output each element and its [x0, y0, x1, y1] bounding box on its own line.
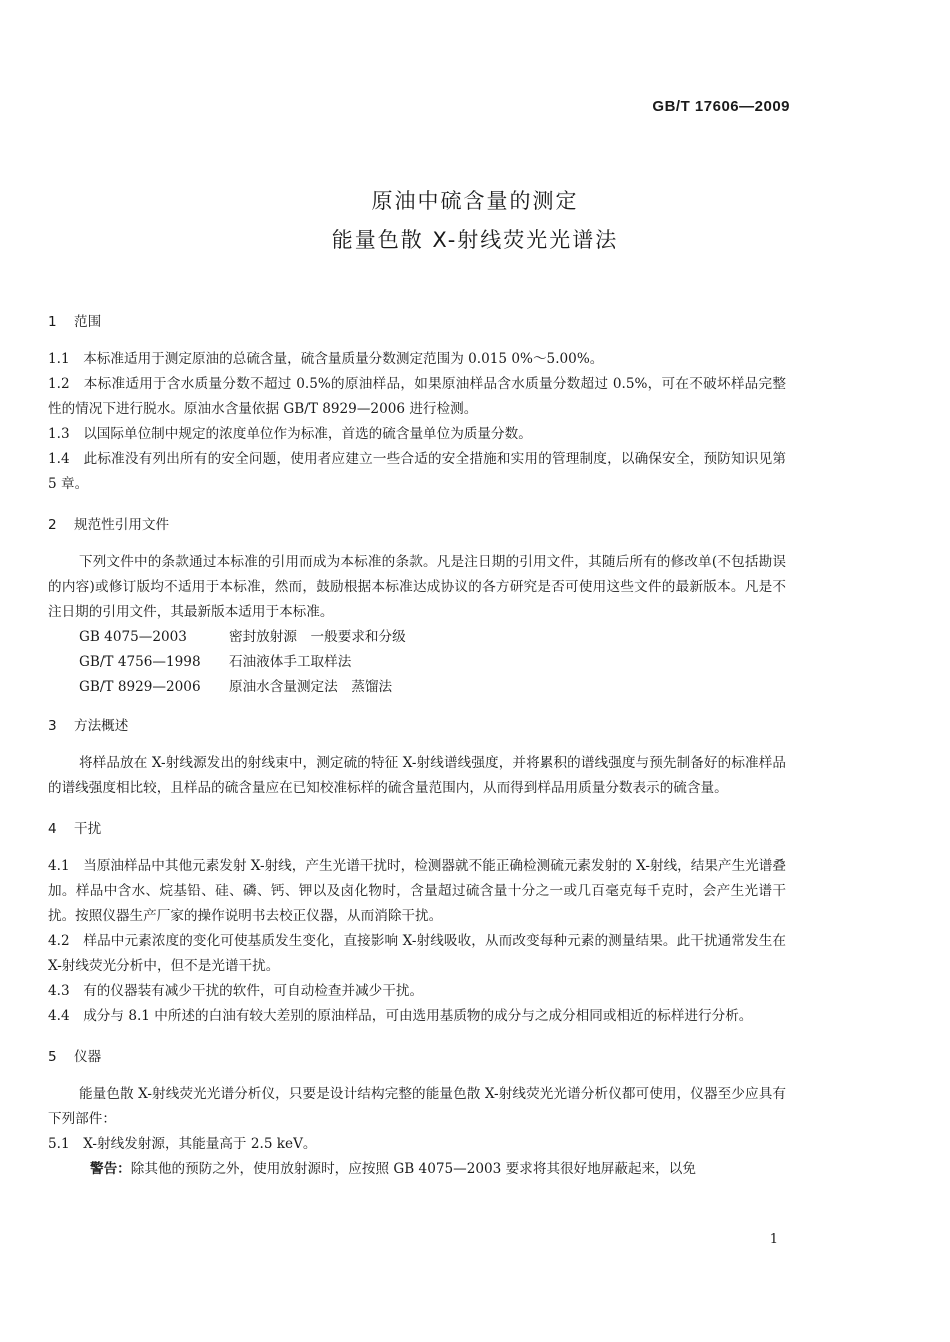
section-4-heading	[48, 817, 786, 842]
clause-1-2: 1.2 本标准适用于含水质量分数不超过 0.5%的原油样品，如果原油样品含水质量分数超过 0.5%，可在不破坏样品完整性的情况下进行脱水。原油水含量依据 GB/T 8929—2006 进行检测。	[48, 376, 786, 417]
standard-number: GB/T 17606—2009	[652, 98, 790, 115]
reference-title: 石油液体手工取样法	[229, 654, 352, 670]
clause-4-2: 4.2 样品中元素浓度的变化可使基质发生变化，直接影响 X-射线吸收，从而改变每种元素的测量结果。此干扰通常发生在 X-射线荧光分析中，但不是光谱干扰。	[48, 933, 786, 974]
section-2-heading	[48, 513, 786, 538]
references-intro: 下列文件中的条款通过本标准的引用而成为本标准的条款。凡是注日期的引用文件，其随后所有的修改单(不包括勘误的内容)或修订版均不适用于本标准，然而，鼓励根据本标准达成协议的各方研究是否可使用这些文件的最新版本。凡是不注日期的引用文件，其最新版本适用于本标准。	[48, 554, 786, 620]
reference-code: GB/T 8929—2006	[79, 679, 201, 695]
document-title-line1: 原油中硫含量的测定	[371, 189, 579, 213]
section-number: 3	[48, 718, 57, 734]
section-number: 1	[48, 314, 57, 330]
document-body	[48, 300, 786, 1182]
section-number: 5	[48, 1049, 57, 1065]
section-title: 仪器	[74, 1049, 102, 1065]
method-summary: 将样品放在 X-射线源发出的射线束中，测定硫的特征 X-射线谱线强度，并将累积的谱线强度与预先制备好的标准样品的谱线强度相比较，且样品的硫含量应在已知校准标样的硫含量范围内，从而得到样品用质量分数表示的硫含量。	[48, 755, 786, 796]
section-5-heading	[48, 1045, 786, 1070]
clause-1-4: 1.4 此标准没有列出所有的安全问题，使用者应建立一些合适的安全措施和实用的管理制度，以确保安全，预防知识见第 5 章。	[48, 451, 786, 492]
clause-5-1: 5.1 X-射线发射源，其能量高于 2.5 keV。	[48, 1136, 317, 1152]
clause-4-1: 4.1 当原油样品中其他元素发射 X-射线，产生光谱干扰时，检测器就不能正确检测硫元素发射的 X-射线，结果产生光谱叠加。样品中含水、烷基铅、硅、磷、钙、钾以及卤化物时，含量超过硫含量十分之一或几百毫克每千克时，会产生光谱干扰。按照仪器生产厂家的操作说明书去校正仪器，从而消除干扰。	[48, 858, 786, 924]
warning-label: 警告：	[90, 1161, 131, 1177]
reference-code: GB 4075—2003	[79, 629, 187, 645]
clause-1-1: 1.1 本标准适用于测定原油的总硫含量，硫含量质量分数测定范围为 0.015 0%～5.00%。	[48, 351, 604, 367]
warning-paragraph	[48, 1157, 786, 1182]
warning-text: 除其他的预防之外，使用放射源时，应按照 GB 4075—2003 要求将其很好地屏蔽起来，以免	[130, 1161, 696, 1177]
apparatus-intro: 能量色散 X-射线荧光光谱分析仪，只要是设计结构完整的能量色散 X-射线荧光光谱分析仪都可使用，仪器至少应具有下列部件：	[48, 1086, 786, 1127]
section-title: 方法概述	[74, 718, 129, 734]
page-number: 1	[769, 1232, 778, 1247]
section-title: 范围	[74, 314, 102, 330]
reference-item	[79, 650, 786, 675]
clause-4-4: 4.4 成分与 8.1 中所述的白油有较大差别的原油样品，可由选用基质物的成分与之成分相同或相近的标样进行分析。	[48, 1008, 753, 1024]
clause-1-3: 1.3 以国际单位制中规定的浓度单位作为标准，首选的硫含量单位为质量分数。	[48, 426, 532, 442]
section-number: 2	[48, 517, 57, 533]
reference-title: 原油水含量测定法 蒸馏法	[229, 679, 393, 695]
reference-item	[79, 625, 786, 650]
section-title: 规范性引用文件	[74, 517, 170, 533]
reference-list	[48, 625, 786, 700]
section-1-heading	[48, 310, 786, 335]
document-title-line2: 能量色散 X-射线荧光光谱法	[331, 228, 619, 252]
reference-title: 密封放射源 一般要求和分级	[229, 629, 406, 645]
reference-code: GB/T 4756—1998	[79, 654, 201, 670]
section-3-heading	[48, 714, 786, 739]
section-title: 干扰	[74, 821, 102, 837]
reference-item	[79, 675, 786, 700]
section-number: 4	[48, 821, 57, 837]
clause-4-3: 4.3 有的仪器装有减少干扰的软件，可自动检查并减少干扰。	[48, 983, 424, 999]
